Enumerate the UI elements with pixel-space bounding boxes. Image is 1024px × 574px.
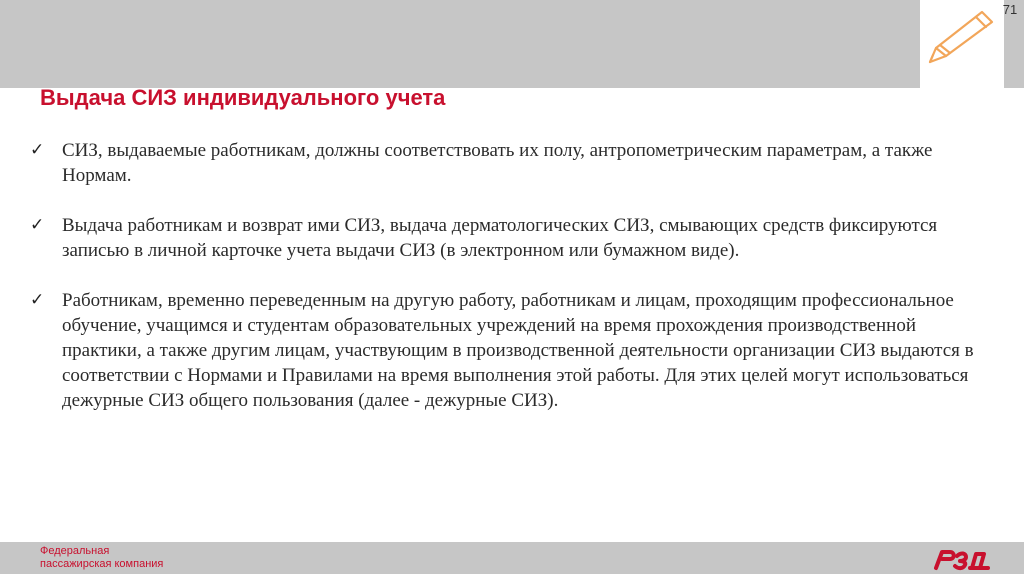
checkmark-icon: ✓ <box>30 290 45 310</box>
pencil-tile <box>920 0 1004 88</box>
bullet-text: Работникам, временно переведенным на другую работу, работникам и лицам, проходящим профессиональное обучение, учащимся и студентам образовательных учреждений на время прохождения производственной практики, а также другим лицам, участвующим в производственной деятельности организации СИЗ выдаются в соответствии с Нормами и Правилами на время выполнения этой работы. Для этих целей могут использоваться дежурные СИЗ общего пользования (далее - дежурные СИЗ). <box>62 290 974 411</box>
slide-title: Выдача СИЗ индивидуального учета <box>40 85 446 110</box>
rzd-logo-icon <box>930 546 994 572</box>
bullet-item <box>30 213 1000 263</box>
header-bar <box>0 0 1024 88</box>
checkmark-icon: ✓ <box>30 140 45 160</box>
page-number: 71 <box>1002 2 1018 17</box>
company-name-line1: Федеральная <box>40 545 110 557</box>
company-name <box>40 545 163 571</box>
bullet-text: Выдача работникам и возврат ими СИЗ, выдача дерматологических СИЗ, смывающих средств фиксируются записью в личной карточке учета выдачи СИЗ (в электронном или бумажном виде). <box>62 215 938 261</box>
bullet-text: СИЗ, выдаваемые работникам, должны соответствовать их полу, антропометрическим параметрам, а также Нормам. <box>62 140 933 186</box>
pencil-icon <box>926 6 998 66</box>
company-name-line2: пассажирская компания <box>40 558 164 570</box>
bullet-item <box>30 138 1000 188</box>
bullet-item <box>30 288 1000 413</box>
checkmark-icon: ✓ <box>30 215 45 235</box>
bullet-list <box>30 138 1000 438</box>
